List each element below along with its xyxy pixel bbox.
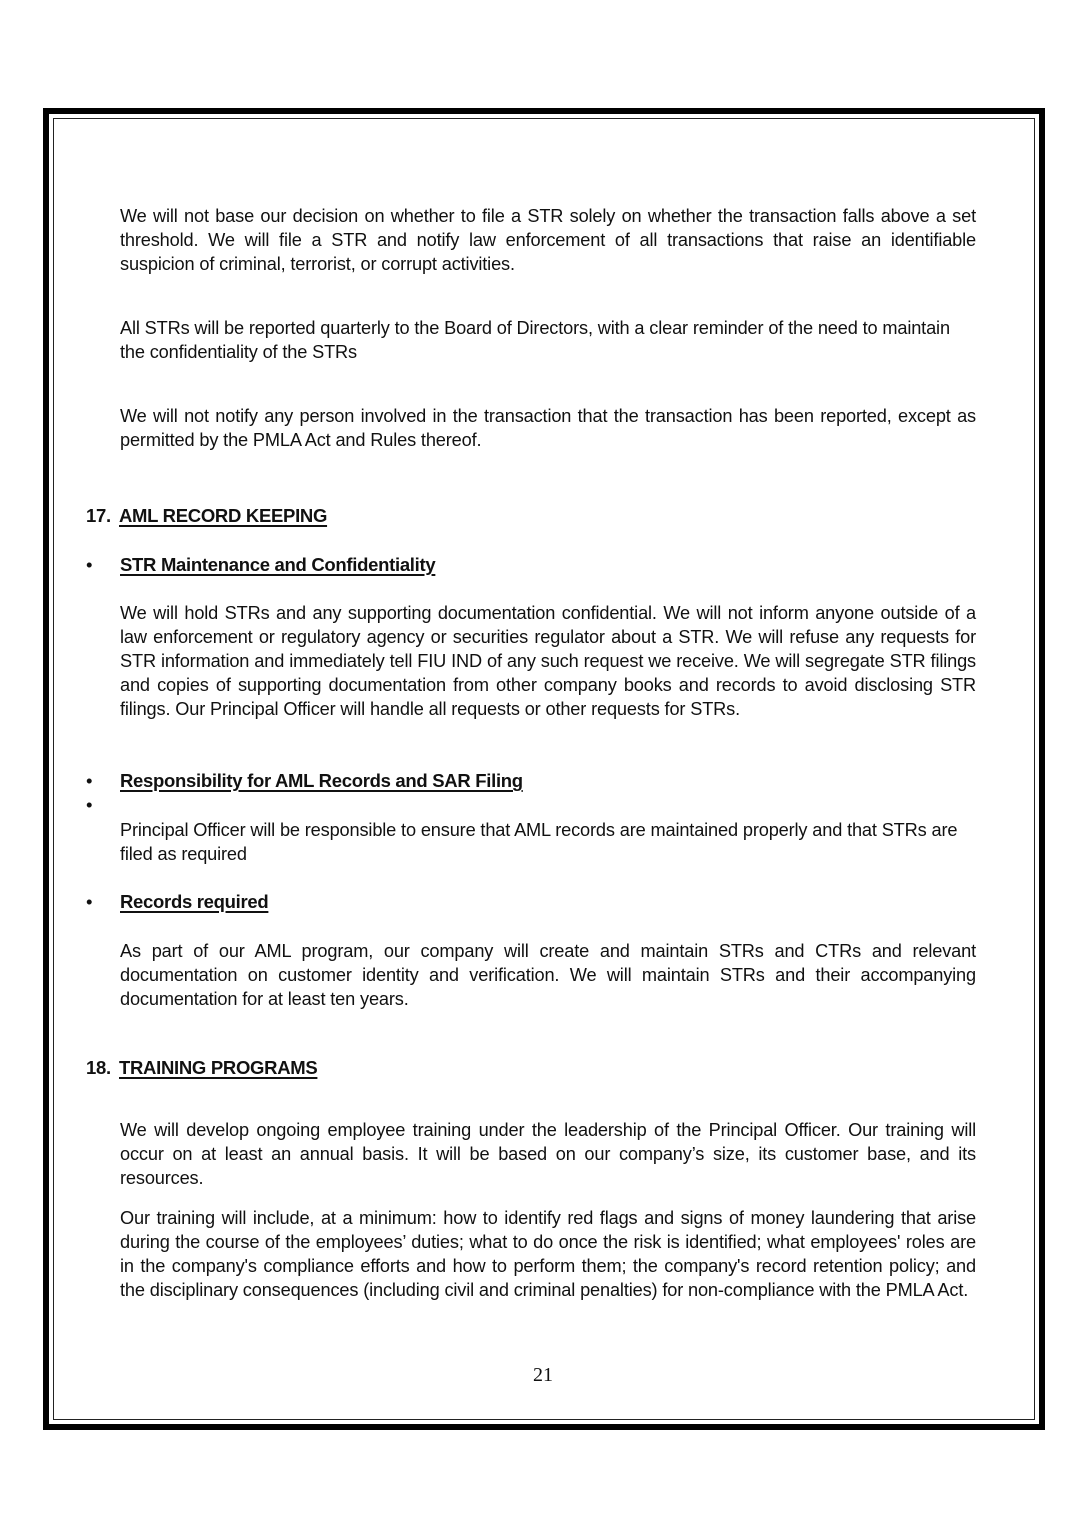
paragraph-principal-officer: Principal Officer will be responsible to ensure that AML records are maintained properly and that STRs are filed as required	[120, 820, 958, 864]
section-title: AML RECORD KEEPING	[119, 505, 328, 526]
bullet-icon: •	[86, 770, 93, 791]
bullet-icon: •	[86, 891, 93, 912]
section-heading-17	[86, 504, 327, 528]
bullet-icon: •	[86, 794, 93, 815]
section-number: 17.	[86, 505, 111, 526]
paragraph-str-board-reporting: All STRs will be reported quarterly to the Board of Directors, with a clear reminder of the need to maintain the confidentiality of the STRs	[120, 318, 950, 362]
bullet-item-records-required	[86, 890, 268, 914]
paragraph-training-content: Our training will include, at a minimum: how to identify red flags and signs of money laundering that arise during the course of the employees’ duties; what to do once the risk is identified; what employees' roles are in the company's compliance efforts and how to perform them; the company's record retention policy; and the disciplinary consequences (including civil and criminal penalties) for non-compliance with the PMLA Act.	[120, 1208, 976, 1300]
empty-bullet-item	[86, 793, 120, 817]
bullet-icon: •	[86, 554, 93, 575]
page-number: 21	[533, 1364, 553, 1386]
bullet-item-str-maintenance	[86, 553, 435, 577]
section-number: 18.	[86, 1057, 111, 1078]
bullet-item-responsibility	[86, 769, 523, 793]
section-title: TRAINING PROGRAMS	[119, 1057, 318, 1078]
bullet-label: STR Maintenance and Confidentiality	[120, 554, 436, 575]
bullet-label: Responsibility for AML Records and SAR Filing	[120, 770, 523, 791]
paragraph-no-notification: We will not notify any person involved in the transaction that the transaction has been reported, except as permitted by the PMLA Act and Rules thereof.	[120, 406, 976, 450]
paragraph-records-required: As part of our AML program, our company will create and maintain STRs and CTRs and relevant documentation on customer identity and verification. We will maintain STRs and their accompanying documentation for at least ten years.	[120, 941, 976, 1009]
section-heading-18	[86, 1056, 317, 1080]
paragraph-training-leadership: We will develop ongoing employee training under the leadership of the Principal Officer. Our training will occur on at least an annual basis. It will be based on our company’s size, its customer base, and its resources.	[120, 1120, 976, 1188]
bullet-label: Records required	[120, 891, 269, 912]
paragraph-str-confidential: We will hold STRs and any supporting documentation confidential. We will not inform anyone outside of a law enforcement or regulatory agency or securities regulator about a STR. We will refuse any requests for STR information and immediately tell FIU IND of any such request we receive. We will segregate STR filings and copies of supporting documentation from other company books and records to avoid disclosing STR filings. Our Principal Officer will handle all requests or other requests for STRs.	[120, 603, 976, 719]
paragraph-str-threshold: We will not base our decision on whether to file a STR solely on whether the transaction falls above a set threshold. We will file a STR and notify law enforcement of all transactions that raise an identifiable suspicion of criminal, terrorist, or corrupt activities.	[120, 206, 976, 274]
